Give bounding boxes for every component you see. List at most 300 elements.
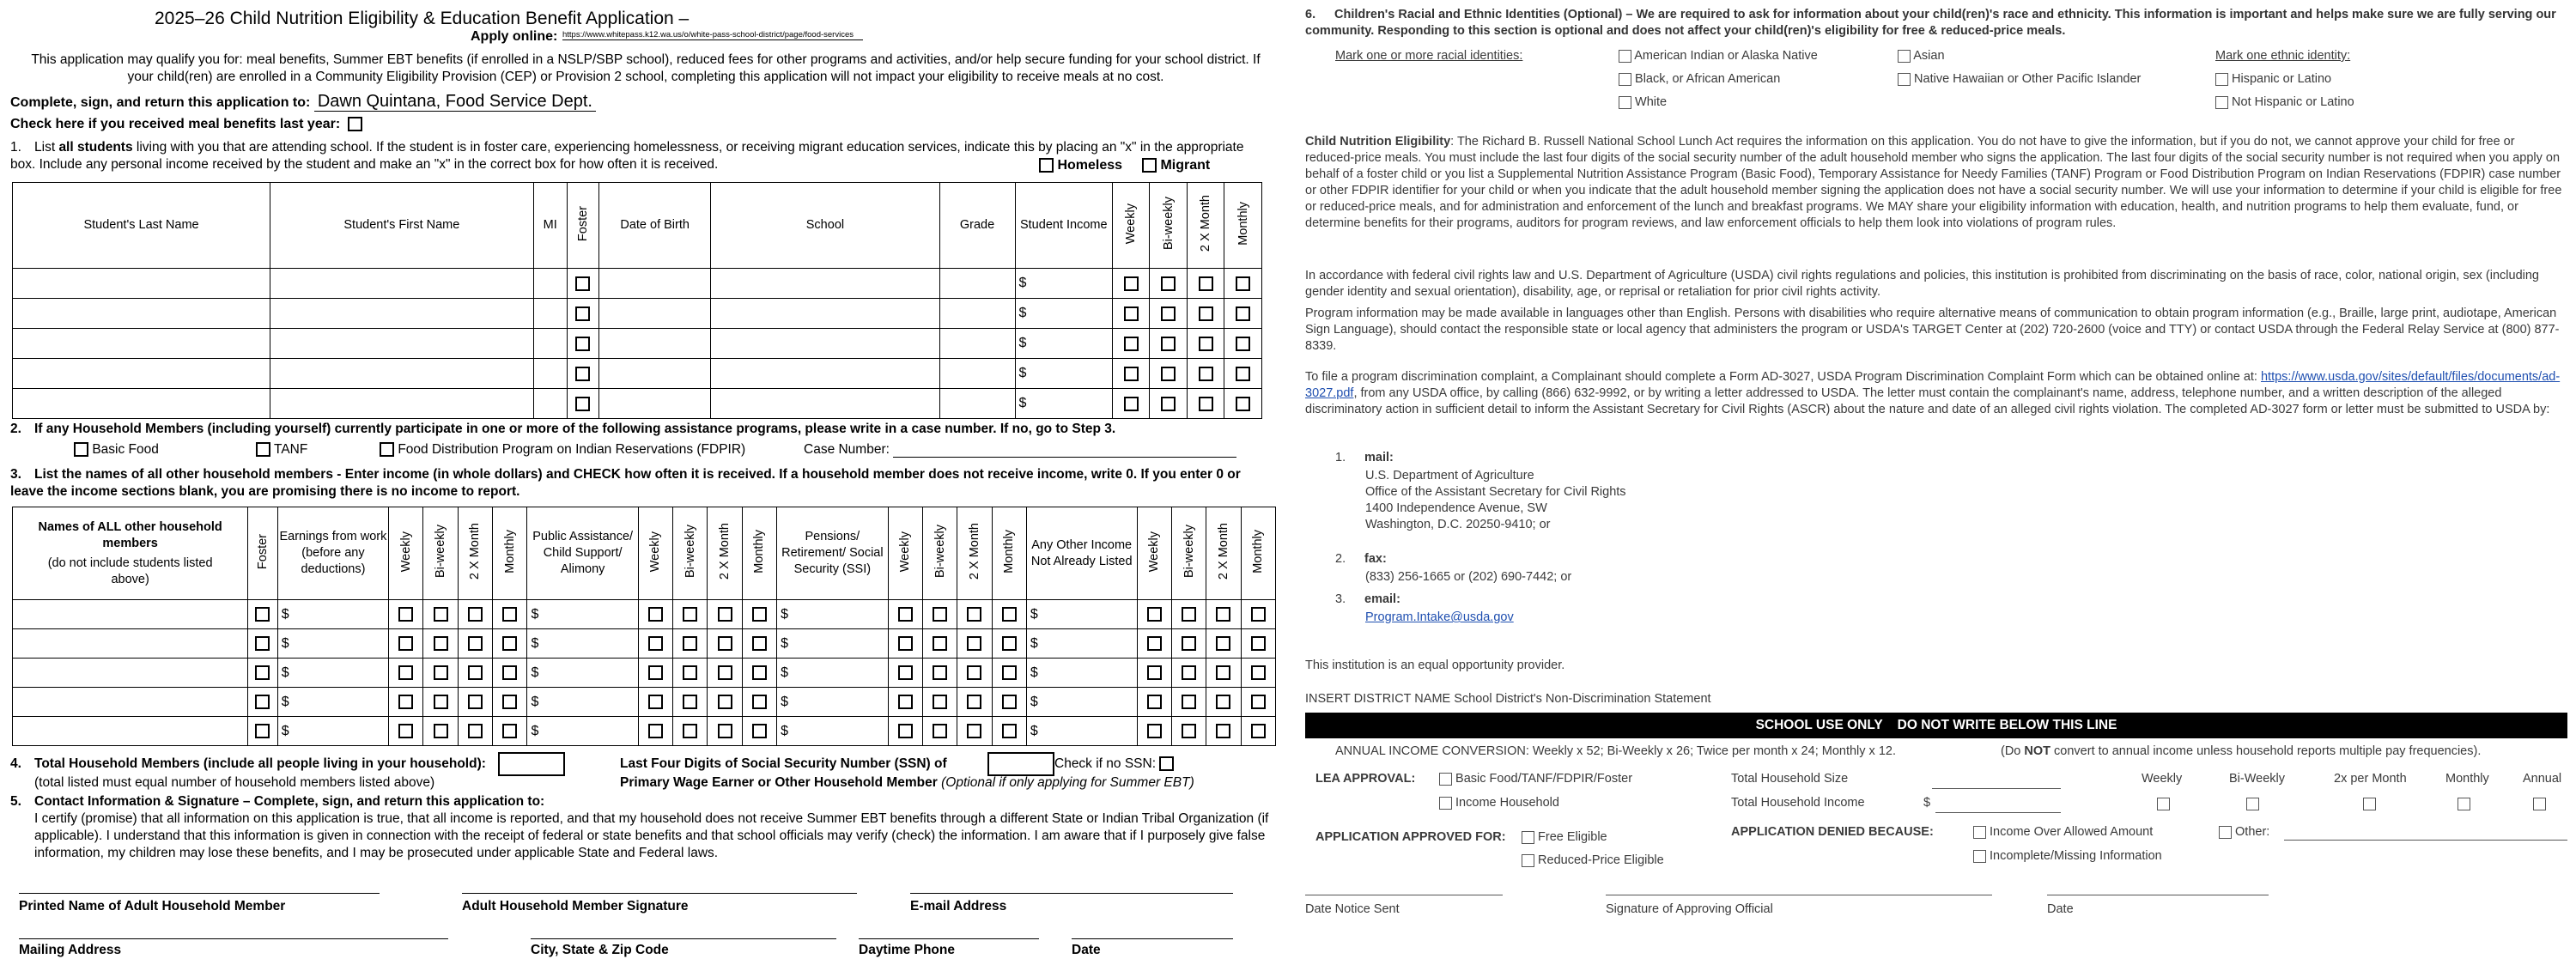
student-school-cell[interactable]: [711, 299, 939, 329]
earnings-monthly-checkbox[interactable]: [502, 724, 517, 738]
freq-weekly-checkbox[interactable]: [2157, 798, 2170, 810]
pensions-amount-cell[interactable]: [777, 659, 888, 688]
form-title: 2025–26 Child Nutrition Eligibility & Education Benefit Application –: [155, 9, 690, 28]
earnings-biweekly-checkbox[interactable]: [434, 636, 448, 651]
student-grade-cell[interactable]: [939, 389, 1015, 419]
student-grade-cell[interactable]: [939, 299, 1015, 329]
public-biweekly-checkbox[interactable]: [683, 607, 697, 622]
pensions-biweekly-checkbox[interactable]: [933, 695, 947, 709]
dollar-sign: $: [1018, 306, 1027, 320]
student-grade-cell[interactable]: [939, 329, 1015, 359]
pensions-weekly-cell: [888, 717, 922, 746]
member-foster-checkbox[interactable]: [255, 724, 270, 738]
student-twice-checkbox[interactable]: [1199, 367, 1213, 381]
other-biweekly-checkbox[interactable]: [1182, 636, 1196, 651]
no-ssn-label: Check if no SSN:: [1054, 756, 1157, 771]
student-biweekly-cell: [1150, 329, 1187, 359]
earnings-biweekly-checkbox[interactable]: [434, 724, 448, 738]
fax-method: [1335, 551, 1387, 568]
earnings-twice-cell: [458, 600, 492, 629]
earnings-amount-cell[interactable]: [277, 717, 388, 746]
student-dob-cell[interactable]: [598, 269, 710, 299]
student-first-name-cell[interactable]: [270, 269, 533, 299]
student-biweekly-checkbox[interactable]: [1161, 307, 1176, 321]
student-twice-checkbox[interactable]: [1199, 276, 1213, 291]
step2-text: [10, 421, 1247, 438]
other-amount-cell[interactable]: [1026, 659, 1137, 688]
other-amount-cell[interactable]: [1026, 717, 1137, 746]
pensions-monthly-checkbox[interactable]: [1002, 607, 1017, 622]
email-method-label: email:: [1364, 592, 1400, 606]
public-weekly-checkbox[interactable]: [648, 607, 663, 622]
pensions-amount-cell[interactable]: [777, 717, 888, 746]
city-label: City, State & Zip Code: [531, 943, 669, 957]
student-monthly-cell: [1224, 299, 1262, 329]
pensions-twice-checkbox[interactable]: [967, 636, 981, 651]
student-twice-checkbox[interactable]: [1199, 337, 1213, 351]
earnings-amount-cell[interactable]: [277, 629, 388, 659]
other-weekly-cell: [1137, 659, 1171, 688]
student-twice-cell: [1187, 269, 1224, 299]
migrant-checkbox[interactable]: [1142, 158, 1157, 173]
approved-free-checkbox[interactable]: [1522, 831, 1534, 844]
student-mi-cell[interactable]: [533, 359, 567, 389]
denied-opt-1: [1973, 824, 2153, 841]
case-number-field[interactable]: [893, 457, 1236, 458]
student-biweekly-checkbox[interactable]: [1161, 276, 1176, 291]
earnings-twice-checkbox[interactable]: [468, 665, 483, 680]
col-grade: Grade: [939, 183, 1015, 269]
col-earnings: Earnings from work (before any deductions): [277, 507, 388, 600]
student-twice-cell: [1187, 299, 1224, 329]
student-school-cell[interactable]: [711, 389, 939, 419]
ssn-field[interactable]: [987, 752, 1054, 776]
city-line[interactable]: [531, 938, 836, 939]
pensions-biweekly-checkbox[interactable]: [933, 665, 947, 680]
other-monthly-checkbox[interactable]: [1251, 665, 1266, 680]
student-school-cell[interactable]: [711, 359, 939, 389]
no-ssn-checkbox[interactable]: [1159, 756, 1174, 771]
earnings-twice-checkbox[interactable]: [468, 636, 483, 651]
col-biweekly-label: Bi-weekly: [1161, 197, 1176, 251]
other-weekly-checkbox[interactable]: [1147, 724, 1162, 738]
student-dob-cell[interactable]: [598, 389, 710, 419]
col-p-monthly-label: Monthly: [752, 530, 767, 574]
last-year-checkbox[interactable]: [348, 117, 362, 131]
other-monthly-checkbox[interactable]: [1251, 695, 1266, 709]
pensions-monthly-checkbox[interactable]: [1002, 665, 1017, 680]
approved-opt-2: [1522, 853, 1664, 869]
public-monthly-cell: [742, 629, 776, 659]
earnings-twice-checkbox[interactable]: [468, 607, 483, 622]
student-first-name-cell[interactable]: [270, 329, 533, 359]
col-o-twice-label: 2 X Month: [1216, 523, 1230, 580]
pensions-weekly-checkbox[interactable]: [898, 695, 913, 709]
public-weekly-checkbox[interactable]: [648, 695, 663, 709]
student-twice-checkbox[interactable]: [1199, 307, 1213, 321]
usda-email-link[interactable]: Program.Intake@usda.gov: [1365, 610, 1514, 624]
date-label: Date: [1072, 943, 1101, 957]
total-size-label: Total Household Size: [1731, 772, 1849, 786]
student-foster-checkbox[interactable]: [575, 367, 590, 381]
student-monthly-checkbox[interactable]: [1236, 367, 1250, 381]
public-amount-cell[interactable]: [527, 600, 638, 629]
student-row: [13, 299, 1262, 329]
public-twice-checkbox[interactable]: [718, 665, 732, 680]
other-monthly-cell: [1241, 659, 1276, 688]
public-weekly-cell: [638, 717, 672, 746]
lea-opt-2-checkbox[interactable]: [1439, 797, 1452, 810]
denied-income-checkbox[interactable]: [1973, 826, 1986, 839]
student-last-name-cell[interactable]: [13, 299, 270, 329]
col-public: Public Assistance/ Child Support/ Alimony: [527, 507, 638, 600]
col-o-weekly: [1137, 507, 1171, 600]
pensions-monthly-checkbox[interactable]: [1002, 636, 1017, 651]
public-monthly-checkbox[interactable]: [752, 607, 767, 622]
student-monthly-checkbox[interactable]: [1236, 276, 1250, 291]
date-line[interactable]: [1072, 938, 1233, 939]
freq-twice-checkbox[interactable]: [2363, 798, 2376, 810]
earnings-twice-checkbox[interactable]: [468, 724, 483, 738]
student-income-cell[interactable]: [1015, 389, 1112, 419]
other-twice-checkbox[interactable]: [1216, 724, 1230, 738]
student-grade-cell[interactable]: [939, 359, 1015, 389]
email-line[interactable]: [910, 893, 1233, 894]
student-last-name-cell[interactable]: [13, 269, 270, 299]
student-biweekly-checkbox[interactable]: [1161, 397, 1176, 411]
freq-weekly: Weekly: [2142, 772, 2183, 786]
student-dob-cell[interactable]: [598, 359, 710, 389]
earnings-monthly-checkbox[interactable]: [502, 607, 517, 622]
student-mi-cell[interactable]: [533, 389, 567, 419]
printed-name-line[interactable]: [19, 893, 380, 894]
student-biweekly-checkbox[interactable]: [1161, 367, 1176, 381]
earnings-monthly-checkbox[interactable]: [502, 636, 517, 651]
pensions-biweekly-checkbox[interactable]: [933, 636, 947, 651]
col-e-biweekly-label: Bi-weekly: [434, 525, 448, 579]
dollar-sign: $: [1018, 276, 1027, 290]
student-twice-checkbox[interactable]: [1199, 397, 1213, 411]
freq-monthly-checkbox[interactable]: [2458, 798, 2470, 810]
pensions-biweekly-checkbox[interactable]: [933, 607, 947, 622]
student-monthly-cell: [1224, 389, 1262, 419]
total-members-note: (total listed must equal number of household members listed above): [34, 775, 435, 790]
public-monthly-checkbox[interactable]: [752, 695, 767, 709]
pensions-biweekly-cell: [922, 688, 957, 717]
dollar-sign: $: [1030, 635, 1038, 651]
student-weekly-checkbox[interactable]: [1124, 276, 1139, 291]
total-income-dollar: $: [1923, 796, 1931, 810]
public-amount-cell[interactable]: [527, 717, 638, 746]
return-to[interactable]: Dawn Quintana, Food Service Dept.: [314, 92, 596, 112]
students-table: [12, 182, 1262, 419]
denied-incomplete-checkbox[interactable]: [1973, 850, 1986, 863]
public-biweekly-checkbox[interactable]: [683, 724, 697, 738]
other-twice-cell: [1206, 600, 1241, 629]
pensions-amount-cell[interactable]: [777, 688, 888, 717]
conversion-b2: convert to annual income unless household reports multiple pay frequencies).: [2050, 744, 2482, 758]
step1-text-a: List: [34, 140, 59, 155]
other-amount-cell[interactable]: [1026, 629, 1137, 659]
ad3027-link[interactable]: https://www.usda.gov/sites/default/files/documents/ad-3027.pdf: [1305, 370, 2561, 400]
complaint-text-b: , from any USDA office, by calling (866) 632-9992, or by writing a letter addressed to USDA. The letter must contain the complainant's name, address, telephone number, and a written description of the alleged discriminatory action in sufficient detail to inform the Assistant Secretary for Civil Rights (ASCR) about the nature and date of an alleged civil rights violation. The completed AD-3027 form or letter must be submitted to USDA by:: [1305, 386, 2550, 416]
student-weekly-cell: [1113, 389, 1150, 419]
other-amount-cell[interactable]: [1026, 600, 1137, 629]
pensions-biweekly-cell: [922, 717, 957, 746]
step2-text-body: If any Household Members (including yourself) currently participate in one or more of the following assistance programs, please write in a case number. If no, go to Step 3.: [34, 422, 1116, 436]
pensions-amount-cell[interactable]: [777, 629, 888, 659]
col-first-name: Student's First Name: [270, 183, 533, 269]
col-s-twice: [957, 507, 992, 600]
tanf-checkbox[interactable]: [256, 442, 270, 457]
public-twice-checkbox[interactable]: [718, 636, 732, 651]
student-foster-checkbox[interactable]: [575, 276, 590, 291]
race-opt-5-checkbox[interactable]: [1619, 96, 1631, 109]
public-monthly-checkbox[interactable]: [752, 724, 767, 738]
other-weekly-cell: [1137, 688, 1171, 717]
other-twice-checkbox[interactable]: [1216, 665, 1230, 680]
earnings-biweekly-checkbox[interactable]: [434, 665, 448, 680]
earnings-biweekly-cell: [423, 629, 458, 659]
pensions-twice-checkbox[interactable]: [967, 607, 981, 622]
public-biweekly-cell: [673, 629, 708, 659]
pensions-amount-cell[interactable]: [777, 600, 888, 629]
student-weekly-checkbox[interactable]: [1124, 307, 1139, 321]
earnings-weekly-checkbox[interactable]: [398, 695, 413, 709]
step3-text: [10, 466, 1260, 501]
pensions-monthly-checkbox[interactable]: [1002, 695, 1017, 709]
student-dob-cell[interactable]: [598, 329, 710, 359]
public-twice-cell: [708, 688, 742, 717]
other-biweekly-checkbox[interactable]: [1182, 724, 1196, 738]
other-biweekly-checkbox[interactable]: [1182, 665, 1196, 680]
student-row: [13, 389, 1262, 419]
col-e-biweekly: [423, 507, 458, 600]
eth-opt-1-checkbox[interactable]: [2215, 73, 2228, 86]
student-grade-cell[interactable]: [939, 269, 1015, 299]
eth-opt-2-checkbox[interactable]: [2215, 96, 2228, 109]
dollar-sign: $: [1018, 336, 1027, 350]
earnings-monthly-checkbox[interactable]: [502, 665, 517, 680]
pensions-twice-checkbox[interactable]: [967, 665, 981, 680]
member-foster-cell: [248, 717, 278, 746]
student-income-cell[interactable]: [1015, 269, 1112, 299]
other-checkbox[interactable]: [2219, 826, 2232, 839]
homeless-checkbox[interactable]: [1039, 158, 1054, 173]
earnings-twice-checkbox[interactable]: [468, 695, 483, 709]
student-weekly-checkbox[interactable]: [1124, 337, 1139, 351]
basic-food-checkbox[interactable]: [74, 442, 88, 457]
student-biweekly-checkbox[interactable]: [1161, 337, 1176, 351]
other-weekly-checkbox[interactable]: [1147, 695, 1162, 709]
student-income-cell[interactable]: [1015, 329, 1112, 359]
student-first-name-cell[interactable]: [270, 389, 533, 419]
student-weekly-checkbox[interactable]: [1124, 397, 1139, 411]
other-weekly-checkbox[interactable]: [1147, 636, 1162, 651]
public-weekly-checkbox[interactable]: [648, 724, 663, 738]
student-monthly-checkbox[interactable]: [1236, 307, 1250, 321]
student-income-cell[interactable]: [1015, 299, 1112, 329]
member-name-cell[interactable]: [13, 688, 248, 717]
earnings-amount-cell[interactable]: [277, 600, 388, 629]
total-members-field[interactable]: [498, 752, 565, 776]
other-twice-checkbox[interactable]: [1216, 695, 1230, 709]
pensions-biweekly-checkbox[interactable]: [933, 724, 947, 738]
approved-free-label: Free Eligible: [1538, 830, 1607, 844]
other-field[interactable]: [2284, 840, 2567, 841]
member-foster-cell: [248, 688, 278, 717]
freq-annual: Annual: [2523, 772, 2562, 786]
earnings-amount-cell[interactable]: [277, 659, 388, 688]
member-foster-checkbox[interactable]: [255, 695, 270, 709]
student-mi-cell[interactable]: [533, 269, 567, 299]
phone-line[interactable]: [859, 938, 1039, 939]
public-weekly-cell: [638, 688, 672, 717]
student-monthly-checkbox[interactable]: [1236, 397, 1250, 411]
student-foster-checkbox[interactable]: [575, 307, 590, 321]
other-monthly-checkbox[interactable]: [1251, 607, 1266, 622]
col-p-biweekly: [673, 507, 708, 600]
public-twice-cell: [708, 717, 742, 746]
member-name-cell[interactable]: [13, 717, 248, 746]
race-opt-4-label: Native Hawaiian or Other Pacific Islander: [1914, 72, 2142, 86]
public-twice-checkbox[interactable]: [718, 695, 732, 709]
race-label: Mark one or more racial identities:: [1335, 49, 1523, 63]
earnings-amount-cell[interactable]: [277, 688, 388, 717]
student-monthly-checkbox[interactable]: [1236, 337, 1250, 351]
pensions-twice-checkbox[interactable]: [967, 695, 981, 709]
col-s-monthly-label: Monthly: [1002, 530, 1017, 574]
mailing-line[interactable]: [19, 938, 448, 939]
other-weekly-checkbox[interactable]: [1147, 665, 1162, 680]
other-twice-checkbox[interactable]: [1216, 636, 1230, 651]
public-twice-checkbox[interactable]: [718, 607, 732, 622]
lea-opt-2: [1439, 795, 1559, 811]
col-e-twice-label: 2 X Month: [468, 523, 483, 580]
public-biweekly-checkbox[interactable]: [683, 695, 697, 709]
col-o-biweekly-label: Bi-weekly: [1182, 525, 1196, 579]
pensions-monthly-checkbox[interactable]: [1002, 724, 1017, 738]
freq-annual-checkbox[interactable]: [2533, 798, 2546, 810]
race-opt-4-checkbox[interactable]: [1898, 73, 1911, 86]
public-monthly-checkbox[interactable]: [752, 636, 767, 651]
other-weekly-checkbox[interactable]: [1147, 607, 1162, 622]
public-amount-cell[interactable]: [527, 629, 638, 659]
conversion-b-bold: NOT: [2024, 744, 2051, 758]
apply-online-link[interactable]: https://www.whitepass.k12.wa.us/o/white-pass-school-district/page/food-services: [562, 30, 863, 40]
public-amount-cell[interactable]: [527, 659, 638, 688]
race-opt-1-checkbox[interactable]: [1619, 50, 1631, 63]
step3-text-body: List the names of all other household members - Enter income (in whole dollars) and CHECK how often it is received. If a household member does not receive income, write 0. If you enter 0 or leave the income sections blank, you are promising there is no income to report.: [10, 467, 1241, 499]
member-foster-checkbox[interactable]: [255, 636, 270, 651]
col-e-monthly: [493, 507, 527, 600]
denied-income-label: Income Over Allowed Amount: [1990, 825, 2154, 839]
student-last-name-cell[interactable]: [13, 329, 270, 359]
freq-biweekly-checkbox[interactable]: [2246, 798, 2259, 810]
pensions-weekly-checkbox[interactable]: [898, 636, 913, 651]
student-foster-checkbox[interactable]: [575, 397, 590, 411]
student-school-cell[interactable]: [711, 269, 939, 299]
member-foster-checkbox[interactable]: [255, 665, 270, 680]
col-hh-foster: [248, 507, 278, 600]
public-weekly-checkbox[interactable]: [648, 636, 663, 651]
earnings-weekly-checkbox[interactable]: [398, 636, 413, 651]
other-monthly-checkbox[interactable]: [1251, 636, 1266, 651]
student-mi-cell[interactable]: [533, 329, 567, 359]
member-foster-cell: [248, 629, 278, 659]
signature-line[interactable]: [462, 893, 857, 894]
other-twice-checkbox[interactable]: [1216, 607, 1230, 622]
member-foster-checkbox[interactable]: [255, 607, 270, 622]
approved-reduced-checkbox[interactable]: [1522, 854, 1534, 867]
student-dob-cell[interactable]: [598, 299, 710, 329]
member-name-cell[interactable]: [13, 629, 248, 659]
member-name-cell[interactable]: [13, 600, 248, 629]
pensions-twice-checkbox[interactable]: [967, 724, 981, 738]
fdpir-checkbox[interactable]: [380, 442, 394, 457]
race-opt-3-checkbox[interactable]: [1619, 73, 1631, 86]
other-monthly-checkbox[interactable]: [1251, 724, 1266, 738]
earnings-weekly-checkbox[interactable]: [398, 607, 413, 622]
sig-official-label: Signature of Approving Official: [1606, 902, 1773, 916]
student-mi-cell[interactable]: [533, 299, 567, 329]
student-last-name-cell[interactable]: [13, 359, 270, 389]
public-biweekly-checkbox[interactable]: [683, 665, 697, 680]
total-income-field[interactable]: [1935, 812, 2061, 813]
mail-method: [1335, 450, 1394, 466]
public-biweekly-checkbox[interactable]: [683, 636, 697, 651]
student-school-cell[interactable]: [711, 329, 939, 359]
lea-opt-1-checkbox[interactable]: [1439, 773, 1452, 786]
earnings-biweekly-checkbox[interactable]: [434, 607, 448, 622]
public-twice-checkbox[interactable]: [718, 724, 732, 738]
student-first-name-cell[interactable]: [270, 359, 533, 389]
pensions-weekly-checkbox[interactable]: [898, 724, 913, 738]
public-amount-cell[interactable]: [527, 688, 638, 717]
earnings-weekly-cell: [389, 717, 423, 746]
earnings-biweekly-checkbox[interactable]: [434, 695, 448, 709]
earnings-weekly-checkbox[interactable]: [398, 724, 413, 738]
member-name-cell[interactable]: [13, 659, 248, 688]
other-biweekly-checkbox[interactable]: [1182, 695, 1196, 709]
other-amount-cell[interactable]: [1026, 688, 1137, 717]
other-monthly-cell: [1241, 688, 1276, 717]
pensions-weekly-checkbox[interactable]: [898, 665, 913, 680]
public-monthly-checkbox[interactable]: [752, 665, 767, 680]
student-weekly-checkbox[interactable]: [1124, 367, 1139, 381]
case-number-label: Case Number:: [804, 442, 890, 457]
household-row: [13, 717, 1276, 746]
earnings-twice-cell: [458, 688, 492, 717]
race-opt-2-checkbox[interactable]: [1898, 50, 1911, 63]
student-twice-cell: [1187, 359, 1224, 389]
public-twice-cell: [708, 629, 742, 659]
student-income-cell[interactable]: [1015, 359, 1112, 389]
student-foster-checkbox[interactable]: [575, 337, 590, 351]
student-last-name-cell[interactable]: [13, 389, 270, 419]
student-first-name-cell[interactable]: [270, 299, 533, 329]
public-weekly-checkbox[interactable]: [648, 665, 663, 680]
dollar-sign: $: [781, 723, 789, 738]
student-foster-cell: [567, 389, 598, 419]
other-biweekly-checkbox[interactable]: [1182, 607, 1196, 622]
earnings-monthly-checkbox[interactable]: [502, 695, 517, 709]
pensions-monthly-cell: [992, 659, 1026, 688]
col-s-weekly-label: Weekly: [898, 531, 913, 573]
total-size-field[interactable]: [1932, 788, 2061, 789]
pensions-weekly-checkbox[interactable]: [898, 607, 913, 622]
earnings-weekly-checkbox[interactable]: [398, 665, 413, 680]
